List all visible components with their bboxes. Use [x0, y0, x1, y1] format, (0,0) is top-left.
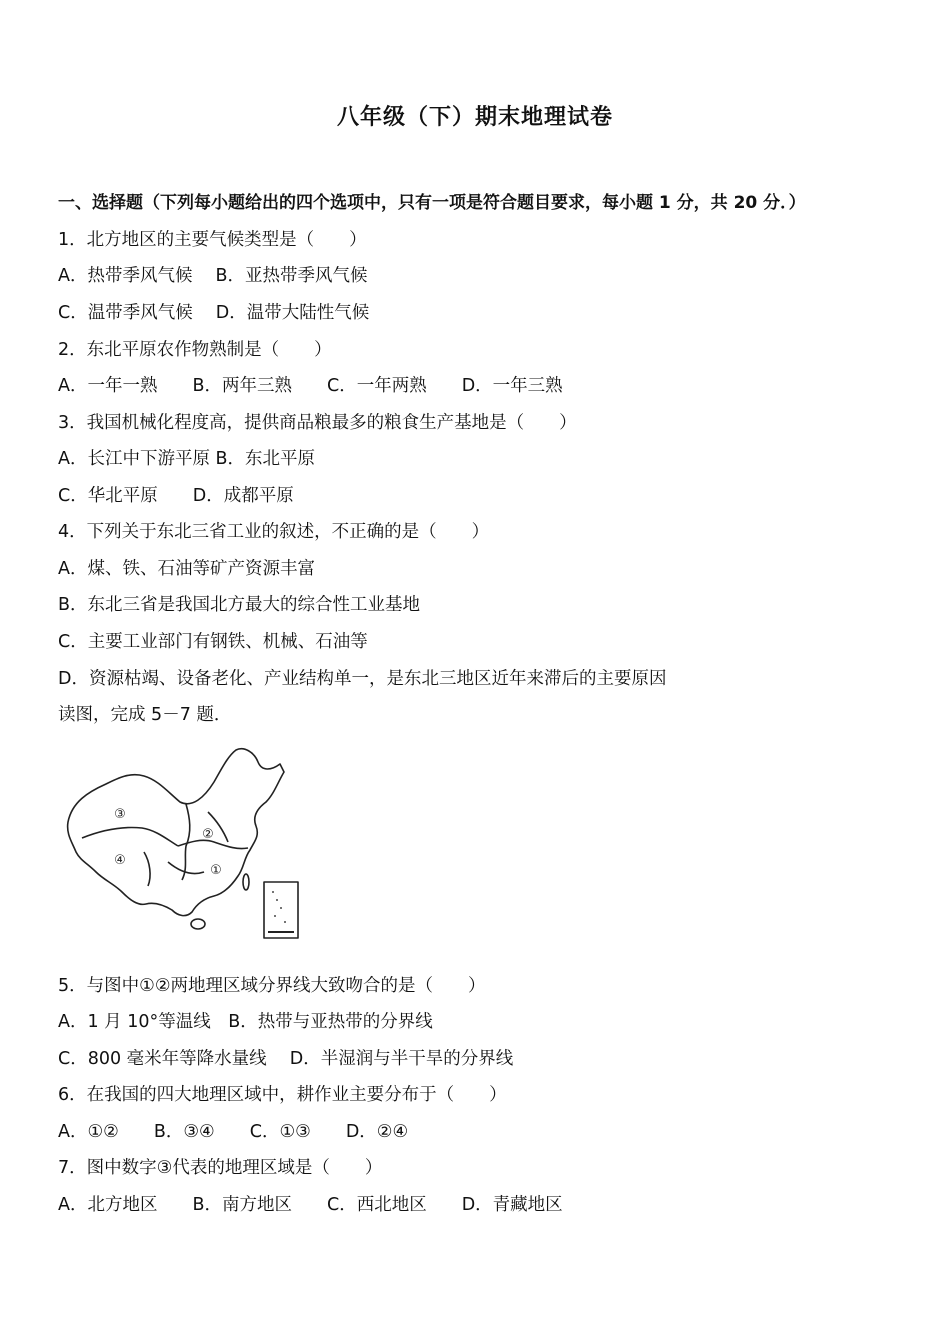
region-boundary	[82, 827, 178, 846]
taiwan-island	[243, 874, 249, 890]
option-line: A．热带季风气候 B．亚热带季风气候	[58, 266, 368, 286]
option-line: C．温带季风气候 D．温带大陆性气候	[58, 303, 370, 323]
hainan-island	[191, 919, 205, 929]
question-line: 2．东北平原农作物熟制是（ ）	[58, 340, 332, 360]
map-label-1: ①	[210, 863, 222, 878]
option-line: D．资源枯竭、设备老化、产业结构单一，是东北三地区近年来滞后的主要原因	[58, 669, 667, 689]
question-line: 5．与图中①②两地理区域分界线大致吻合的是（ ）	[58, 976, 486, 996]
option-line: A．①② B．③④ C．①③ D．②④	[58, 1122, 409, 1142]
inset-dots	[272, 892, 286, 922]
question-line: 3．我国机械化程度高，提供商品粮最多的粮食生产基地是（ ）	[58, 413, 577, 433]
page-title: 八年级（下）期末地理试卷	[336, 105, 613, 130]
map-label-3: ③	[114, 807, 126, 822]
map-label-2: ②	[202, 827, 214, 842]
question-line: 1．北方地区的主要气候类型是（ ）	[58, 230, 367, 250]
option-line: A．1 月 10°等温线 B．热带与亚热带的分界线	[58, 1012, 433, 1032]
question-line: 4．下列关于东北三省工业的叙述，不正确的是（ ）	[58, 522, 490, 542]
option-line: A．北方地区 B．南方地区 C．西北地区 D．青藏地区	[58, 1195, 563, 1215]
option-line: A．一年一熟 B．两年三熟 C．一年两熟 D．一年三熟	[58, 376, 563, 396]
option-line: A．长江中下游平原 B．东北平原	[58, 449, 316, 469]
option-line: C．800 毫米年等降水量线 D．半湿润与半干旱的分界线	[58, 1049, 514, 1069]
question-line: 6．在我国的四大地理区域中，耕作业主要分布于（ ）	[58, 1085, 507, 1105]
china-map-drawing	[58, 742, 308, 942]
option-line: C．主要工业部门有钢铁、机械、石油等	[58, 632, 368, 652]
south-sea-inset	[264, 882, 298, 938]
option-line: B．东北三省是我国北方最大的综合性工业基地	[58, 595, 421, 615]
map-label-4: ④	[114, 853, 126, 868]
instruction-line: 读图，完成 5－7 题．	[58, 705, 232, 725]
option-line: A．煤、铁、石油等矿产资源丰富	[58, 559, 315, 579]
question-line: 7．图中数字③代表的地理区域是（ ）	[58, 1158, 383, 1178]
china-region-map	[58, 742, 308, 942]
region-boundary	[144, 852, 150, 886]
section-heading: 一、选择题（下列每小题给出的四个选项中，只有一项是符合题目要求，每小题 1 分，共 20 分．）	[58, 193, 806, 213]
option-line: C．华北平原 D．成都平原	[58, 486, 294, 506]
